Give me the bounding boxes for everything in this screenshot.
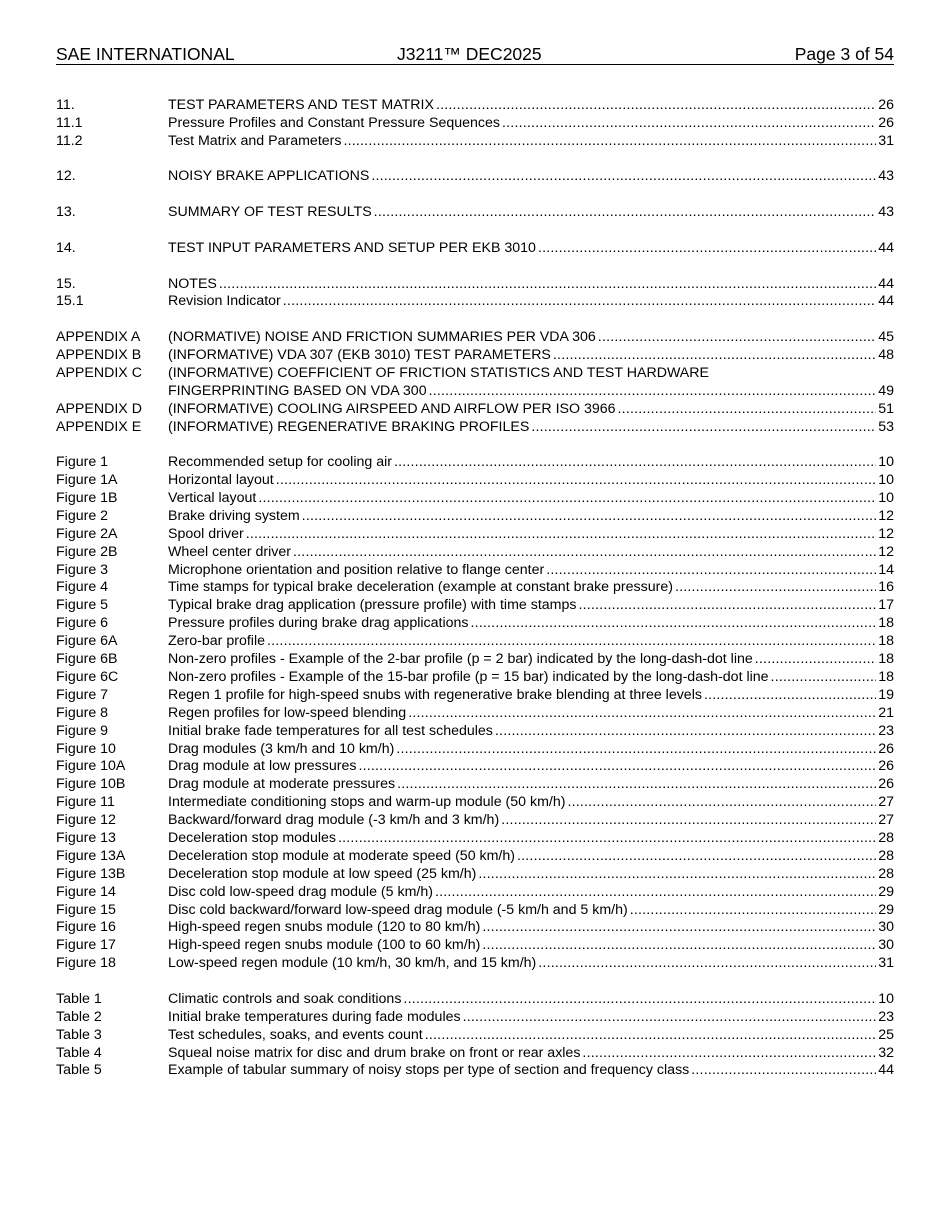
toc-entry-page: 25 <box>878 1026 894 1043</box>
toc-entry[interactable] <box>56 1045 894 1063</box>
toc-entry-number: Figure 17 <box>56 937 116 954</box>
toc-entry[interactable] <box>56 168 894 186</box>
toc-entry[interactable] <box>56 633 894 651</box>
toc-leader-dots <box>630 902 877 920</box>
toc-entry-number: 11.2 <box>56 132 83 149</box>
toc-entry-page: 14 <box>878 561 894 578</box>
toc-entry-number: Figure 1A <box>56 472 118 489</box>
toc-leader-dots <box>267 633 876 651</box>
toc-entry-page: 28 <box>878 829 894 846</box>
toc-entry-page: 12 <box>878 543 894 560</box>
toc-leader-dots <box>436 97 876 115</box>
toc-leader-dots <box>517 848 876 866</box>
toc-leader-dots <box>578 597 876 615</box>
toc-leader-dots <box>478 866 876 884</box>
toc-entry-page: 17 <box>878 597 894 614</box>
toc-entry-title: Climatic controls and soak conditions <box>168 990 402 1007</box>
toc-entry-title: Horizontal layout <box>168 472 274 489</box>
toc-entry-number: 12. <box>56 168 76 185</box>
toc-leader-dots <box>755 651 876 669</box>
toc-entry-title: Drag module at low pressures <box>168 758 357 775</box>
toc-entry[interactable] <box>56 562 894 580</box>
toc-group <box>56 240 894 258</box>
toc-entry-number: Figure 6B <box>56 651 118 668</box>
toc-entry-title: TEST INPUT PARAMETERS AND SETUP PER EKB 3010 <box>168 239 536 256</box>
toc-entry[interactable] <box>56 991 894 1009</box>
toc-entry-title: Low-speed regen module (10 km/h, 30 km/h, and 15 km/h) <box>168 955 537 972</box>
toc-entry[interactable] <box>56 544 894 562</box>
toc-leader-dots <box>546 562 876 580</box>
toc-entry-page: 30 <box>878 937 894 954</box>
toc-leader-dots <box>276 472 877 490</box>
toc-entry-number: Figure 1 <box>56 454 109 471</box>
toc-entry[interactable] <box>56 902 894 920</box>
toc-leader-dots <box>219 276 876 294</box>
toc-entry-number: Figure 13 <box>56 829 116 846</box>
toc-leader-dots <box>338 830 876 848</box>
toc-entry-number: APPENDIX B <box>56 347 142 363</box>
toc-entry-page: 27 <box>878 794 894 811</box>
toc-entry-number: Figure 5 <box>56 597 109 614</box>
toc-entry[interactable] <box>56 884 894 902</box>
toc-entry-page: 26 <box>878 776 894 793</box>
toc-entry-page: 26 <box>878 758 894 775</box>
toc-entry[interactable] <box>56 419 894 437</box>
toc-entry-title: (NORMATIVE) NOISE AND FRICTION SUMMARIES PER VDA 306 <box>168 329 596 346</box>
toc-group <box>56 97 894 151</box>
toc-leader-dots <box>618 401 877 419</box>
toc-entry-number: Figure 14 <box>56 883 116 900</box>
toc-entry-page: 10 <box>878 490 894 507</box>
toc-entry-number: APPENDIX E <box>56 418 142 435</box>
toc-entry-title: Disc cold backward/forward low-speed drag module (-5 km/h and 5 km/h) <box>168 901 628 918</box>
toc-entry-number: Figure 2B <box>56 543 118 560</box>
toc-entry-title: Backward/forward drag module (-3 km/h and 3 km/h) <box>168 812 500 829</box>
toc-entry[interactable] <box>56 204 894 222</box>
toc-entry-title: Vertical layout <box>168 490 257 507</box>
toc-entry-page: 10 <box>878 990 894 1007</box>
toc-entry-title: High-speed regen snubs module (100 to 60 km/h) <box>168 937 481 954</box>
toc-group <box>56 204 894 222</box>
toc-entry[interactable] <box>56 687 894 705</box>
toc-leader-dots <box>482 919 876 937</box>
toc-entry-title: Pressure Profiles and Constant Pressure Sequences <box>168 114 501 131</box>
toc-entry-title: Recommended setup for cooling air <box>168 454 392 471</box>
toc-entry[interactable] <box>56 454 894 472</box>
toc-entry-title: Spool driver <box>168 525 244 542</box>
toc-entry[interactable] <box>56 329 894 347</box>
toc-entry-title: SUMMARY OF TEST RESULTS <box>168 204 372 221</box>
toc-leader-dots <box>429 383 877 401</box>
toc-entry[interactable] <box>56 1062 894 1080</box>
toc-entry-page: 12 <box>878 525 894 542</box>
toc-entry-page: 26 <box>878 97 894 113</box>
toc-entry-title: Regen 1 profile for high-speed snubs with regenerative brake blending at three levels <box>168 686 702 703</box>
toc-leader-dots <box>675 579 876 597</box>
toc-entry-number: Figure 6C <box>56 668 119 685</box>
toc-entry-title: (INFORMATIVE) COEFFICIENT OF FRICTION STATISTICS AND TEST HARDWARE <box>168 364 709 381</box>
toc-entry[interactable] <box>56 937 894 955</box>
toc-entry-title: Intermediate conditioning stops and warm-up module (50 km/h) <box>168 794 566 811</box>
toc-group <box>56 276 894 312</box>
toc-entry-number: Table 3 <box>56 1026 102 1043</box>
toc-entry-title: FINGERPRINTING BASED ON VDA 300 <box>168 382 427 399</box>
toc-entry-page: 48 <box>878 347 894 363</box>
toc-entry-number: Figure 1B <box>56 490 118 507</box>
toc-entry-page: 45 <box>878 329 894 346</box>
toc-entry-page: 31 <box>878 955 894 972</box>
toc-entry-page: 51 <box>878 400 894 417</box>
toc-entry-page: 32 <box>878 1044 894 1061</box>
toc-entry-number: Table 5 <box>56 1062 102 1079</box>
toc-entry[interactable] <box>56 758 894 776</box>
toc-entry-title: TEST PARAMETERS AND TEST MATRIX <box>168 97 434 113</box>
toc-entry[interactable] <box>56 133 894 151</box>
toc-entry[interactable] <box>56 293 894 311</box>
toc-entry[interactable] <box>56 597 894 615</box>
toc-entry[interactable] <box>56 848 894 866</box>
toc-entry[interactable] <box>56 812 894 830</box>
toc-leader-dots <box>691 1062 876 1080</box>
toc-leader-dots <box>283 293 876 311</box>
toc-entry-title: (INFORMATIVE) VDA 307 (EKB 3010) TEST PARAMETERS <box>168 347 551 363</box>
toc-leader-dots <box>567 794 876 812</box>
toc-entry-number: Figure 12 <box>56 812 116 829</box>
toc-entry-number: APPENDIX C <box>56 364 142 381</box>
toc-entry[interactable] <box>56 955 894 973</box>
toc-entry-title: Squeal noise matrix for disc and drum brake on front or rear axles <box>168 1044 581 1061</box>
toc-leader-dots <box>408 705 876 723</box>
toc-entry[interactable] <box>56 651 894 669</box>
toc-entry-page: 18 <box>878 615 894 632</box>
toc-entry-title: Pressure profiles during brake drag applications <box>168 615 469 632</box>
toc-leader-dots <box>598 329 876 347</box>
toc-entry-number: Figure 10B <box>56 776 126 793</box>
toc-leader-dots <box>482 937 876 955</box>
toc-entry-number: Figure 18 <box>56 955 116 972</box>
toc-entry[interactable] <box>56 794 894 812</box>
toc-entry[interactable] <box>56 866 894 884</box>
toc-entry-title: Drag modules (3 km/h and 10 km/h) <box>168 740 395 757</box>
toc-entry[interactable] <box>56 383 894 401</box>
toc-leader-dots <box>501 812 876 830</box>
toc-entry-page: 12 <box>878 507 894 524</box>
toc-entry-number: Figure 3 <box>56 561 109 578</box>
toc-entry-page: 28 <box>878 847 894 864</box>
toc-entry-page: 10 <box>878 454 894 471</box>
toc-entry-title: Microphone orientation and position relative to flange center <box>168 561 545 578</box>
toc-leader-dots <box>371 168 876 186</box>
toc-entry-page: 23 <box>878 1008 894 1025</box>
toc-entry-page: 53 <box>878 418 894 435</box>
toc-entry[interactable] <box>56 723 894 741</box>
toc-entry-title: Initial brake fade temperatures for all test schedules <box>168 722 493 739</box>
toc-entry-title: Deceleration stop modules <box>168 829 336 846</box>
toc-entry-page: 43 <box>878 168 894 185</box>
toc-entry-page: 16 <box>878 579 894 596</box>
toc-entry-number: 11. <box>56 97 75 113</box>
toc-entry-page: 29 <box>878 883 894 900</box>
toc-leader-dots <box>358 758 876 776</box>
toc-entry-page: 23 <box>878 722 894 739</box>
toc-leader-dots <box>531 419 876 437</box>
toc-entry-title: Deceleration stop module at low speed (25 km/h) <box>168 865 477 882</box>
toc-entry[interactable] <box>56 401 894 419</box>
toc-leader-dots <box>463 1009 877 1027</box>
toc-entry-title: Typical brake drag application (pressure profile) with time stamps <box>168 597 577 614</box>
toc-entry-number: Figure 8 <box>56 704 109 721</box>
toc-group <box>56 168 894 186</box>
toc-leader-dots <box>495 723 876 741</box>
toc-entry-page: 18 <box>878 668 894 685</box>
toc-entry-page: 26 <box>878 114 894 131</box>
toc-entry[interactable] <box>56 919 894 937</box>
toc-entry-page: 43 <box>878 204 894 221</box>
toc-entry-title: (INFORMATIVE) COOLING AIRSPEED AND AIRFLOW PER ISO 3966 <box>168 400 616 417</box>
toc-entry[interactable] <box>56 347 894 365</box>
toc-entry[interactable] <box>56 115 894 133</box>
toc-entry-number: Figure 16 <box>56 919 116 936</box>
toc-entry-page: 44 <box>878 293 894 310</box>
header-org: SAE INTERNATIONAL <box>56 44 235 64</box>
toc-entry[interactable] <box>56 579 894 597</box>
toc-leader-dots <box>246 526 877 544</box>
toc-entry-number: Figure 4 <box>56 579 109 596</box>
toc-leader-dots <box>403 991 876 1009</box>
toc-entry-number: 11.1 <box>56 114 83 131</box>
toc-entry-number: APPENDIX D <box>56 400 142 417</box>
toc-entry[interactable] <box>56 669 894 687</box>
toc-entry-title: Deceleration stop module at moderate speed (50 km/h) <box>168 847 515 864</box>
toc-entry-page: 44 <box>878 275 894 292</box>
toc-entry-page: 10 <box>878 472 894 489</box>
toc-entry-title: Wheel center driver <box>168 543 292 560</box>
toc-leader-dots <box>538 240 876 258</box>
toc-entry[interactable] <box>56 741 894 759</box>
header-doc-id: J3211™ DEC2025 <box>397 44 542 64</box>
toc-entry-title: Non-zero profiles - Example of the 2-bar profile (p = 2 bar) indicated by the long-dash-dot line <box>168 651 753 668</box>
toc-entry-title: (INFORMATIVE) REGENERATIVE BRAKING PROFILES <box>168 418 530 435</box>
toc-entry-title: Brake driving system <box>168 507 300 524</box>
toc-entry-number: Figure 10A <box>56 758 126 775</box>
toc-entry-number: Table 4 <box>56 1044 102 1061</box>
toc-entry-title: Example of tabular summary of noisy stops per type of section and frequency class <box>168 1062 690 1079</box>
toc-entry-number: Figure 2A <box>56 525 118 542</box>
toc-leader-dots <box>771 669 877 687</box>
toc-entry-page: 29 <box>878 901 894 918</box>
toc-entry-number: Figure 13A <box>56 847 126 864</box>
toc-entry[interactable] <box>56 526 894 544</box>
toc-entry-page: 44 <box>878 239 894 256</box>
toc-entry-page: 44 <box>878 1062 894 1079</box>
toc-entry-page: 26 <box>878 740 894 757</box>
toc-entry-page: 18 <box>878 651 894 668</box>
toc-entry[interactable] <box>56 240 894 258</box>
toc-entry-title: Regen profiles for low-speed blending <box>168 704 407 721</box>
header-page-number: Page 3 of 54 <box>794 44 894 64</box>
toc-entry-number: Table 1 <box>56 990 102 1007</box>
toc-entry-title: NOTES <box>168 275 217 292</box>
toc-entry-number: Figure 15 <box>56 901 116 918</box>
toc-group <box>56 991 894 1080</box>
toc-entry-title: Drag module at moderate pressures <box>168 776 396 793</box>
toc-leader-dots <box>582 1045 876 1063</box>
toc-entry-page: 31 <box>878 132 894 149</box>
toc-group <box>56 329 894 436</box>
toc-leader-dots <box>374 204 877 222</box>
toc-entry-title: Non-zero profiles - Example of the 15-bar profile (p = 15 bar) indicated by the long-dash-dot line <box>168 668 769 685</box>
toc-entry-number: Figure 6 <box>56 615 109 632</box>
toc-entry-page: 18 <box>878 633 894 650</box>
toc-entry[interactable] <box>56 97 894 115</box>
toc-entry-number: 13. <box>56 204 76 221</box>
toc-leader-dots <box>293 544 876 562</box>
toc-leader-dots <box>553 347 876 365</box>
page-header <box>56 44 894 65</box>
toc-entry-page: 49 <box>878 382 894 399</box>
toc-entry-title: Disc cold low-speed drag module (5 km/h) <box>168 883 433 900</box>
toc-entry-title: NOISY BRAKE APPLICATIONS <box>168 168 370 185</box>
toc-entry-title: Test schedules, soaks, and events count <box>168 1026 423 1043</box>
toc-entry[interactable] <box>56 508 894 526</box>
toc-entry-page: 28 <box>878 865 894 882</box>
table-of-contents <box>56 97 894 1098</box>
toc-entry[interactable] <box>56 1027 894 1045</box>
toc-entry[interactable] <box>56 830 894 848</box>
toc-entry-title: Test Matrix and Parameters <box>168 132 342 149</box>
toc-entry[interactable] <box>56 776 894 794</box>
toc-entry[interactable] <box>56 705 894 723</box>
toc-entry-page: 21 <box>878 704 894 721</box>
toc-leader-dots <box>470 615 876 633</box>
toc-entry[interactable] <box>56 615 894 633</box>
toc-leader-dots <box>302 508 877 526</box>
toc-entry-number: Figure 2 <box>56 507 109 524</box>
toc-entry[interactable] <box>56 1009 894 1027</box>
toc-entry-title: Zero-bar profile <box>168 633 265 650</box>
toc-entry[interactable] <box>56 365 894 383</box>
toc-entry[interactable] <box>56 490 894 508</box>
toc-entry-number: Figure 10 <box>56 740 116 757</box>
toc-entry[interactable] <box>56 472 894 490</box>
toc-entry-number: Figure 6A <box>56 633 118 650</box>
toc-entry-number: Table 2 <box>56 1008 102 1025</box>
toc-entry-number: Figure 11 <box>56 794 115 811</box>
toc-entry-title: High-speed regen snubs module (120 to 80 km/h) <box>168 919 481 936</box>
toc-leader-dots <box>343 133 876 151</box>
toc-leader-dots <box>704 687 876 705</box>
toc-entry[interactable] <box>56 276 894 294</box>
toc-entry-page: 27 <box>878 812 894 829</box>
toc-entry-page: 30 <box>878 919 894 936</box>
toc-leader-dots <box>396 741 876 759</box>
toc-entry-number: 14. <box>56 239 76 256</box>
toc-leader-dots <box>394 454 876 472</box>
toc-entry-number: Figure 13B <box>56 865 126 882</box>
toc-leader-dots <box>425 1027 876 1045</box>
toc-leader-dots <box>435 884 876 902</box>
toc-leader-dots <box>258 490 876 508</box>
toc-entry-number: APPENDIX A <box>56 329 141 346</box>
toc-entry-number: 15.1 <box>56 293 84 310</box>
toc-entry-title: Revision Indicator <box>168 293 281 310</box>
toc-entry-number: Figure 9 <box>56 722 109 739</box>
toc-entry-page: 19 <box>878 686 894 703</box>
toc-leader-dots <box>397 776 876 794</box>
toc-entry-title: Time stamps for typical brake deceleration (example at constant brake pressure) <box>168 579 673 596</box>
toc-group <box>56 454 894 973</box>
toc-entry-number: 15. <box>56 275 76 292</box>
toc-leader-dots <box>538 955 876 973</box>
toc-leader-dots <box>502 115 876 133</box>
toc-entry-title: Initial brake temperatures during fade modules <box>168 1008 461 1025</box>
toc-entry-number: Figure 7 <box>56 686 109 703</box>
